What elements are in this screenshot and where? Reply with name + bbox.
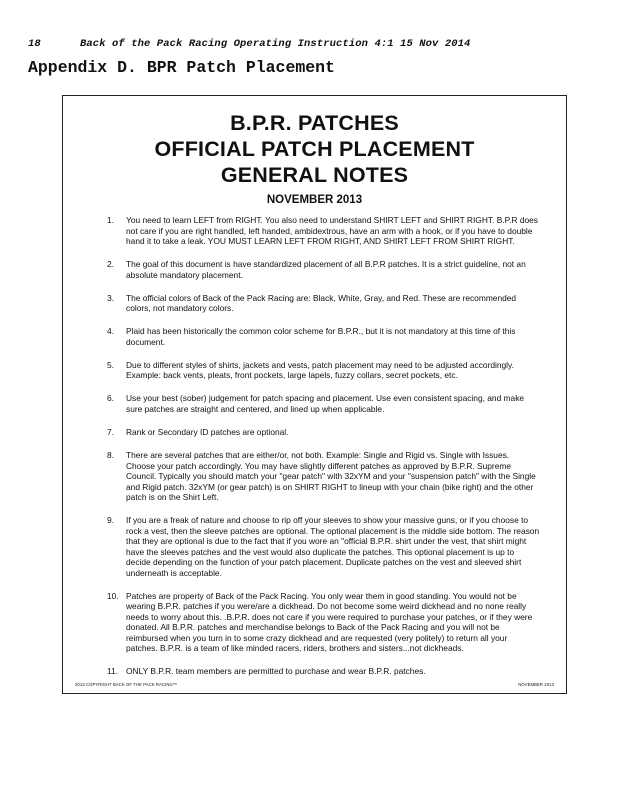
note-text: ONLY B.P.R. team members are permitted to purchase and wear B.P.R. patches.: [126, 666, 426, 677]
running-header: [28, 38, 588, 50]
note-text: The goal of this document is have standardized placement of all B.P.R patches. It is a strict guideline, not an absolute mandatory placement.: [126, 259, 526, 280]
running-header-title: Back of the Pack Racing Operating Instruction 4:1 15 Nov 2014: [80, 38, 471, 50]
note-item: [63, 326, 566, 347]
note-item: [63, 293, 566, 314]
notes-list: [63, 215, 566, 677]
note-item: [63, 393, 566, 414]
date-footer: NOVEMBER 2013: [518, 682, 554, 687]
note-text: Rank or Secondary ID patches are optional.: [126, 427, 289, 438]
note-number: 6.: [107, 393, 114, 404]
note-number: 4.: [107, 326, 114, 337]
note-number: 7.: [107, 427, 114, 438]
note-number: 10.: [107, 590, 119, 601]
note-text: Patches are property of Back of the Pack Racing. You only wear them in good standing. You would not be wearing B.P.R. patches if you were/are a dickhead. Do not become some weird dickhead and no none really needs to worry about this. .B.P.R. does not care if you were required to purchase your patches, or if they were donated. All B.P.R. patches and merchandise belongs to Back of the Pack Racing and you will not be reimbursed when you turn in to some crazy dickhead and are requested (very politely) to return all your patches. B.P.R. is a team of like minded racers, riders, brothers and sisters...not dickheads.: [126, 590, 533, 654]
document-headings: [63, 110, 566, 188]
note-item: [63, 666, 566, 677]
note-text: Use your best (sober) judgement for patch spacing and placement. Use even consistent spacing, and make sure patches are straight and centered, and lined up when applicable.: [126, 393, 525, 414]
note-text: The official colors of Back of the Pack Racing are: Black, White, Gray, and Red. These are recommended colors, not mandatory colors.: [126, 292, 517, 314]
note-item: [63, 259, 566, 280]
copyright-footer: 2013 COPYRIGHT BACK OF THE PACK RACING™: [75, 682, 178, 687]
note-text: Plaid has been historically the common color scheme for B.P.R., but it is not mandatory at this time of this document.: [126, 326, 516, 347]
note-item: [63, 360, 566, 381]
document-heading-line: GENERAL NOTES: [220, 163, 409, 187]
note-item: [63, 215, 566, 247]
patch-notes-document: [62, 95, 567, 694]
document-heading-line: OFFICIAL PATCH PLACEMENT: [154, 137, 475, 161]
page-number: 18: [28, 38, 41, 50]
document-date: NOVEMBER 2013: [266, 194, 363, 206]
note-number: 8.: [107, 450, 114, 461]
note-item: [63, 515, 566, 578]
appendix-title: Appendix D. BPR Patch Placement: [28, 58, 335, 77]
note-number: 1.: [107, 215, 114, 225]
note-item: [63, 591, 566, 654]
note-item: [63, 427, 566, 438]
note-text: Due to different styles of shirts, jackets and vests, patch placement may need to be adjusted accordingly. Example: back vents, pleats, front pockets, large lapels, fuzzy collars, secret pockets, etc.: [126, 359, 514, 381]
note-number: 9.: [107, 515, 114, 526]
note-text: There are several patches that are either/or, not both. Example: Single and Rigid vs. Single with Issues. Choose your patch accordingly. You may have slightly different patches as approved by B.P.R. Supreme Council. Typically you should match your "gear patch" with 32xYM and your "suspension patch" with the Single and Rigid patch. 32xYM (or gear patch) is on SHIRT RIGHT to lineup with your chain (bike right) and the other patch is on the Shirt Left.: [126, 450, 536, 503]
note-text: You need to learn LEFT from RIGHT. You also need to understand SHIRT LEFT and SHIRT RIGHT. B.P.R does not care if you are right handled, left handed, ambidextrous, have an arm with a hook, or if you have to double hand it to take a leak. YOU MUST LEARN LEFT FROM RIGHT, AND SHIRT LEFT FROM SHIRT RIGHT.: [126, 215, 538, 246]
note-number: 2.: [107, 259, 114, 270]
note-number: 11.: [107, 666, 119, 677]
note-item: [63, 450, 566, 503]
document-heading-line: B.P.R. PATCHES: [230, 111, 399, 135]
note-text: If you are a freak of nature and choose to rip off your sleeves to show your massive guns, or if you choose to rock a vest, then the sleeve patches are optional. The optional placement is the middle side bottom. The reason that they are optional is due to the fact that if you wore an "official B.P.R. shirt under the vest, that shirt might have the sleeves patches and the vest would also duplicate the patches. This optional placement is up to decide depending on the function of your patch placement. Duplicate patches on the vest and sleeved shirt underneath is acceptable.: [126, 515, 540, 578]
note-number: 5.: [107, 359, 114, 370]
note-number: 3.: [107, 292, 114, 303]
